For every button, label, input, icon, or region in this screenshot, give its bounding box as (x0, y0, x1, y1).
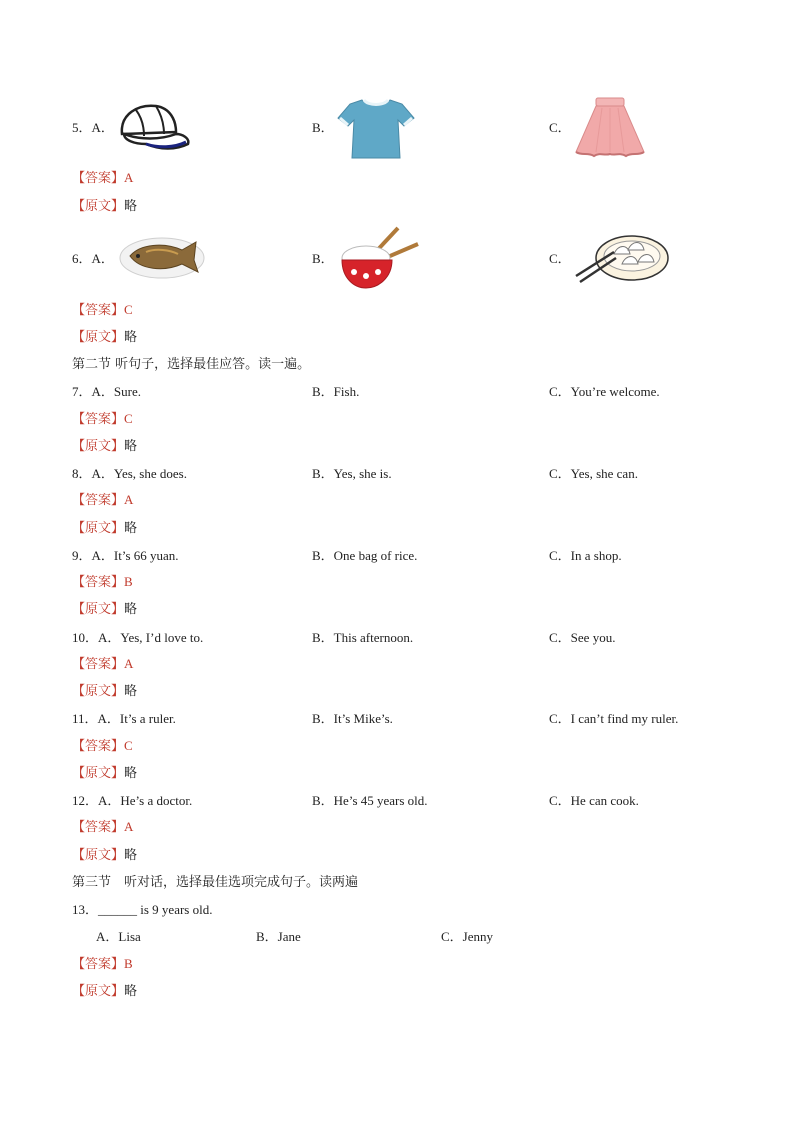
fish-dish-icon (116, 232, 206, 282)
q6-option-b-label: B． (312, 251, 334, 266)
q11-option-b: B．It’s Mike’s. (312, 711, 393, 726)
section-2-heading: 第二节 听句子，选择最佳应答。读一遍。 (72, 357, 311, 372)
q12-option-c: C．He can cook. (549, 793, 639, 808)
q11-answer: 【答案】C (72, 738, 133, 753)
q6-option-c-label: C． (549, 251, 571, 266)
q6-answer: 【答案】C (72, 302, 133, 317)
q13-option-a: A．Lisa (96, 929, 141, 944)
cap-icon (116, 100, 192, 154)
q8-option-c: C．Yes, she can. (549, 466, 638, 481)
q8-option-b: B．Yes, she is. (312, 466, 392, 481)
q8-answer: 【答案】A (72, 492, 134, 507)
q13-option-c: C．Jenny (441, 929, 494, 944)
q10-answer: 【答案】A (72, 656, 134, 671)
q8-original-text: 【原文】略 (72, 520, 138, 535)
skirt-icon (572, 96, 648, 158)
rice-bowl-icon (336, 226, 422, 292)
q13-stem: 13．______ is 9 years old. (72, 902, 213, 917)
q9-option-c: C．In a shop. (549, 548, 622, 563)
q11-option-a: 11．A．It’s a ruler. (72, 711, 176, 726)
q10-option-b: B．This afternoon. (312, 630, 414, 645)
q9-answer: 【答案】B (72, 574, 133, 589)
q8-option-a: 8．A．Yes, she does. (72, 466, 187, 481)
q7-original-text: 【原文】略 (72, 438, 138, 453)
q7-answer: 【答案】C (72, 411, 133, 426)
tshirt-icon (336, 96, 416, 160)
q12-option-b: B．He’s 45 years old. (312, 793, 428, 808)
q9-original-text: 【原文】略 (72, 601, 138, 616)
q13-original-text: 【原文】略 (72, 983, 138, 998)
q11-option-c: C．I can’t find my ruler. (549, 711, 679, 726)
q5-answer: 【答案】A (72, 170, 134, 185)
q10-original-text: 【原文】略 (72, 683, 138, 698)
q6-original-text: 【原文】略 (72, 329, 138, 344)
q7-option-b: B．Fish. (312, 384, 360, 399)
q5-option-c-label: C． (549, 120, 571, 135)
q12-answer: 【答案】A (72, 819, 134, 834)
section-3-heading: 第三节 听对话，选择最佳选项完成句子。读两遍 (72, 875, 359, 890)
q13-answer: 【答案】B (72, 956, 133, 971)
q11-original-text: 【原文】略 (72, 765, 138, 780)
q10-option-a: 10．A．Yes, I’d love to. (72, 630, 204, 645)
q12-option-a: 12．A．He’s a doctor. (72, 793, 193, 808)
q5-option-a-label: 5．A． (72, 120, 114, 135)
q12-original-text: 【原文】略 (72, 847, 138, 862)
q5-option-b-label: B． (312, 120, 334, 135)
q6-option-a-label: 6．A． (72, 251, 114, 266)
q7-option-a: 7．A．Sure. (72, 384, 141, 399)
q7-option-c: C．You’re welcome. (549, 384, 660, 399)
q13-option-b: B．Jane (256, 929, 301, 944)
q9-option-b: B．One bag of rice. (312, 548, 418, 563)
dumplings-icon (574, 230, 670, 284)
q5-original-text: 【原文】略 (72, 198, 138, 213)
q9-option-a: 9．A．It’s 66 yuan. (72, 548, 179, 563)
q10-option-c: C．See you. (549, 630, 616, 645)
